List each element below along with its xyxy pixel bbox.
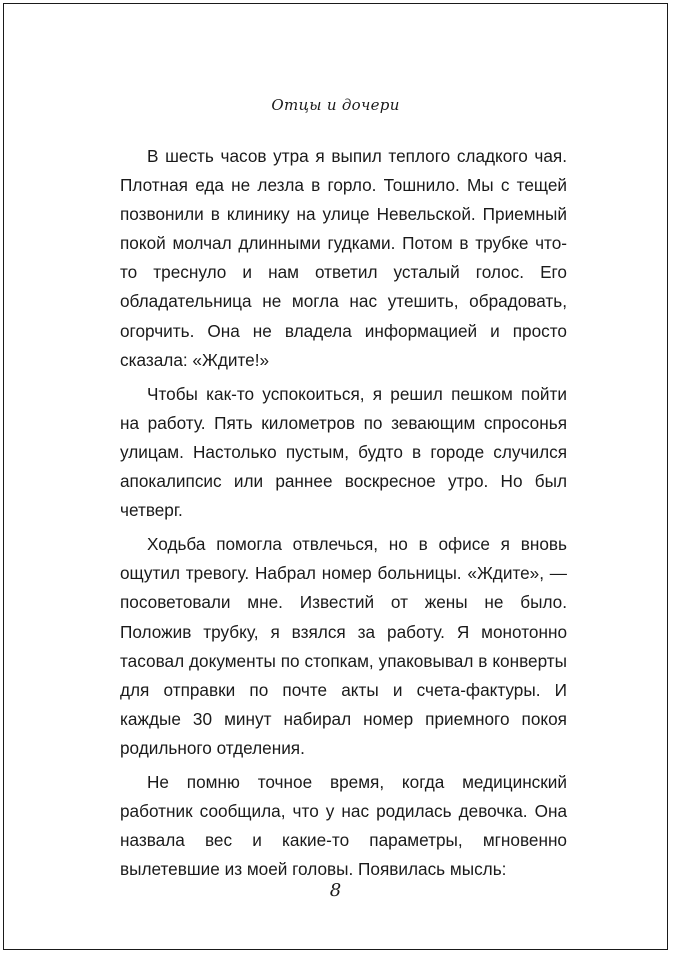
book-page — [3, 3, 668, 950]
paragraph: Не помню точное время, когда медицинский работник сообщила, что у нас родилась девочка. Она назвала вес и какие-то параметры, мгновенно вылетевшие из моей головы. Появилась мысль: — [120, 771, 567, 880]
paragraph: Ходьба помогла отвлечься, но в офисе я вновь ощутил тревогу. Набрал номер больницы. «Ждите», — посоветовали мне. Известий от жены не было. Положив трубку, я взялся за работу. Я монотонно тасовал документы по стопкам, упаковывал в конверты для отправки по почте акты и счета-фактуры. И каждые 30 минут набирал номер приемного покоя родильного отделения. — [120, 534, 567, 758]
body-text — [120, 142, 567, 889]
paragraph: В шесть часов утра я выпил теплого сладкого чая. Плотная еда не лезла в горло. Тошнило. Мы с тещей позвонили в клинику на улице Невельской. Приемный покой молчал длинными гудками. Потом в трубке что-то треснуло и нам ответил усталый голос. Его обладательница не могла нас утешить, обрадовать, огорчить. Она не владела информацией и просто сказала: «Ждите!» — [120, 146, 567, 370]
paragraph: Чтобы как-то успокоиться, я решил пешком пойти на работу. Пять километров по зевающим спросонья улицам. Настолько пустым, будто в городе случился апокалипсис или раннее воскресное утро. Но был четверг. — [120, 383, 567, 521]
page-number: 8 — [329, 880, 342, 901]
running-head: Отцы и дочери — [271, 96, 400, 114]
